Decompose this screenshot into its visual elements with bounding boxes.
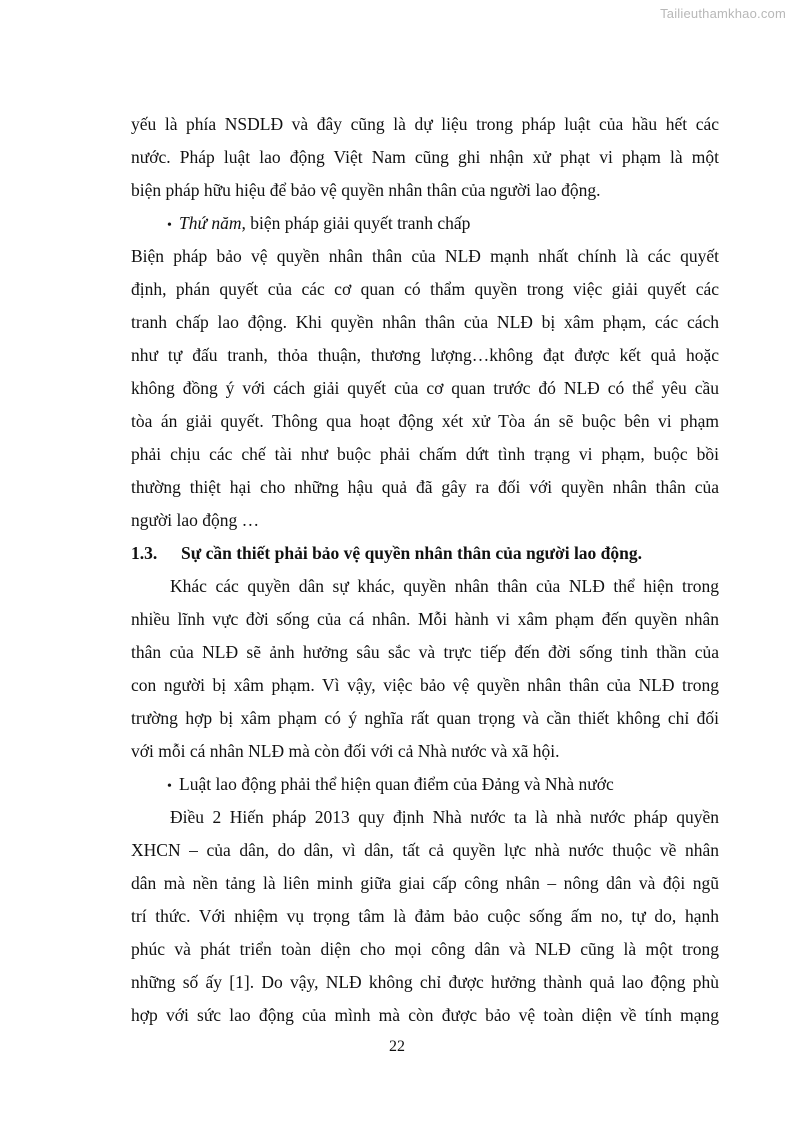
paragraph-line: với mỗi cá nhân NLĐ mà còn đối với cả Nhà nước và xã hội. xyxy=(131,741,560,761)
bullet-icon: • xyxy=(167,779,172,794)
section-number: 1.3. xyxy=(131,543,158,563)
paragraph-line: trường hợp bị xâm phạm có ý nghĩa rất quan trọng và cần thiết không chỉ đối xyxy=(131,708,719,728)
paragraph-line: trí thức. Với nhiệm vụ trọng tâm là đảm bảo cuộc sống ấm no, tự do, hạnh xyxy=(131,906,719,926)
paragraph-line: tòa án giải quyết. Thông qua hoạt động xét xử Tòa án sẽ buộc bên vi phạm xyxy=(131,411,719,431)
paragraph-line: phúc và phát triển toàn diện cho mọi công dân và NLĐ cũng là một trong xyxy=(131,939,719,959)
paragraph-line: dân mà nền tảng là liên minh giữa giai cấp công nhân – nông dân và đội ngũ xyxy=(131,873,719,893)
paragraph-line: phải chịu các chế tài như buộc phải chấm dứt tình trạng vi phạm, buộc bồi xyxy=(131,444,719,464)
bullet-item-luat-lao-dong xyxy=(131,768,719,801)
paragraph-line: yếu là phía NSDLĐ và đây cũng là dự liệu trong pháp luật của hầu hết các xyxy=(131,114,719,134)
bullet-text: biện pháp giải quyết tranh chấp xyxy=(245,213,471,233)
paragraph-line: Biện pháp bảo vệ quyền nhân thân của NLĐ mạnh nhất chính là các quyết xyxy=(131,246,719,266)
paragraph-line: XHCN – của dân, do dân, vì dân, tất cả quyền lực nhà nước thuộc về nhân xyxy=(131,840,719,860)
paragraph-line: Khác các quyền dân sự khác, quyền nhân thân của NLĐ thể hiện trong xyxy=(170,576,719,596)
paragraph-line: người lao động … xyxy=(131,510,260,530)
paragraph-line: tranh chấp lao động. Khi quyền nhân thân của NLĐ bị xâm phạm, các cách xyxy=(131,312,719,332)
paragraph-line: biện pháp hữu hiệu để bảo vệ quyền nhân thân của người lao động. xyxy=(131,180,601,200)
paragraph-line: thân của NLĐ sẽ ảnh hưởng sâu sắc và trực tiếp đến đời sống tinh thần của xyxy=(131,642,719,662)
watermark: Tailieuthamkhao.com xyxy=(660,6,786,21)
paragraph-line: như tự đấu tranh, thỏa thuận, thương lượng…không đạt được kết quả hoặc xyxy=(131,345,719,365)
bullet-italic-lead: Thứ năm, xyxy=(179,213,246,233)
section-heading xyxy=(131,537,719,570)
document-page xyxy=(131,108,719,1032)
paragraph-line: định, phán quyết của các cơ quan có thẩm quyền trong việc giải quyết các xyxy=(131,279,719,299)
bullet-text: Luật lao động phải thể hiện quan điểm của Đảng và Nhà nước xyxy=(179,774,614,794)
paragraph-line: Điều 2 Hiến pháp 2013 quy định Nhà nước ta là nhà nước pháp quyền xyxy=(170,807,719,827)
paragraph-line: nước. Pháp luật lao động Việt Nam cũng ghi nhận xử phạt vi phạm là một xyxy=(131,147,719,167)
bullet-icon: • xyxy=(167,218,172,233)
page-number: 22 xyxy=(389,1038,405,1055)
paragraph-line: thường thiệt hại cho những hậu quả đã gây ra đối với quyền nhân thân của xyxy=(131,477,719,497)
paragraph-line: con người bị xâm phạm. Vì vậy, việc bảo vệ quyền nhân thân của NLĐ trong xyxy=(131,675,719,695)
paragraph-line: những số ấy [1]. Do vậy, NLĐ không chỉ được hưởng thành quả lao động phù xyxy=(131,972,719,992)
paragraph-line: hợp với sức lao động của mình mà còn được bảo vệ toàn diện về tính mạng xyxy=(131,1005,719,1025)
paragraph-line: nhiều lĩnh vực đời sống của cá nhân. Mỗi hành vi xâm phạm đến quyền nhân xyxy=(131,609,719,629)
paragraph-line: không đồng ý với cách giải quyết của cơ quan trước đó NLĐ có thể yêu cầu xyxy=(131,378,719,398)
bullet-item-thu-nam xyxy=(131,207,719,240)
section-title: Sự cần thiết phải bảo vệ quyền nhân thân của người lao động. xyxy=(181,543,643,563)
